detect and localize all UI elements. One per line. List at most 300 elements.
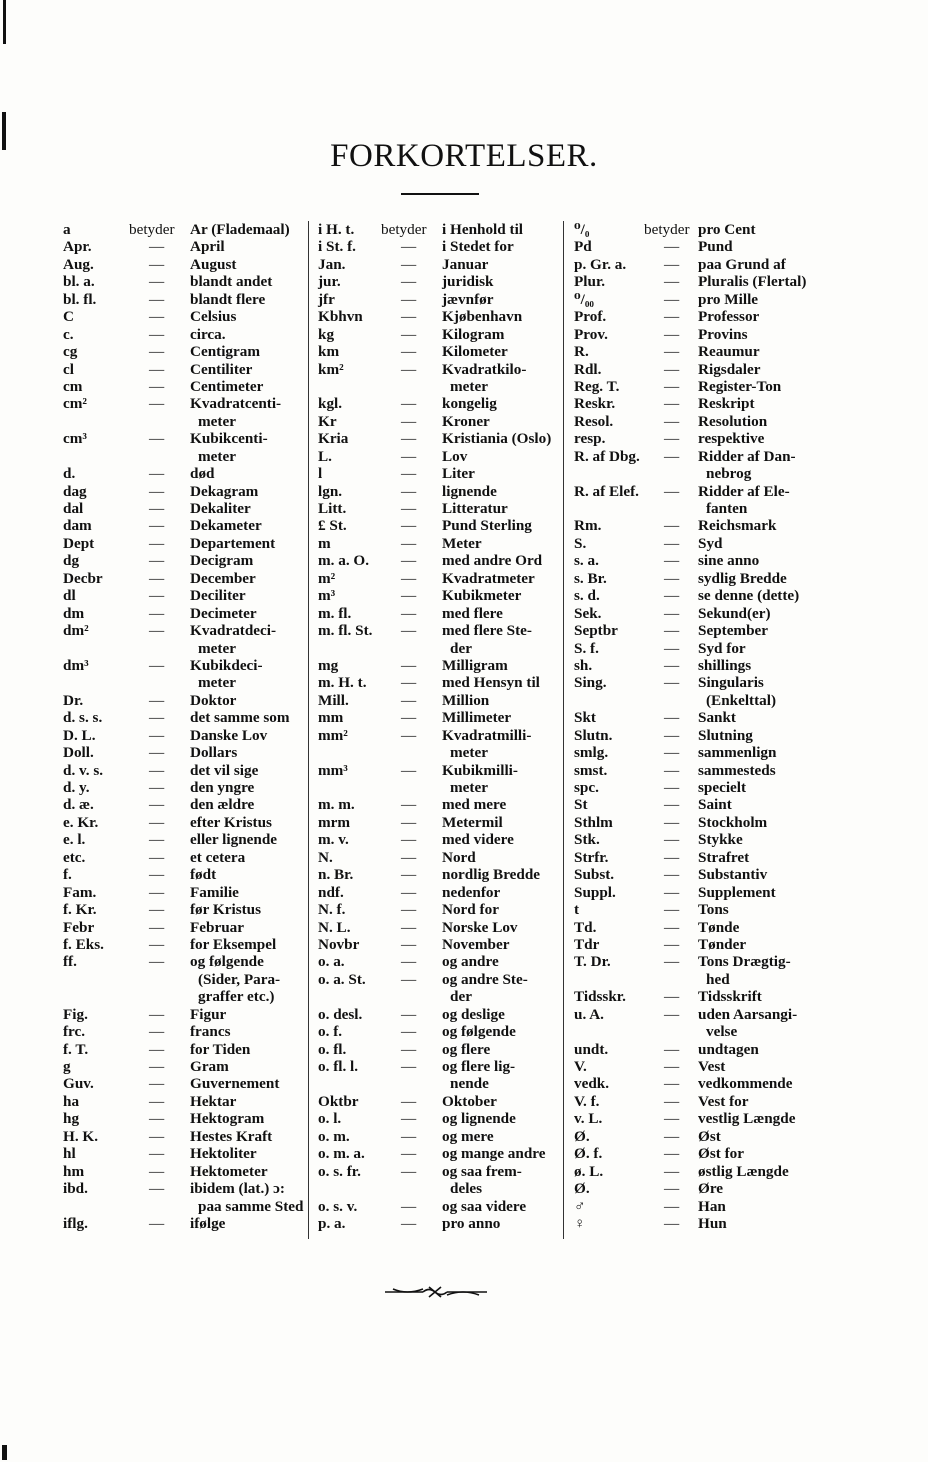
abbreviation: dag [63,482,87,500]
abbreviation-entry [318,587,560,604]
abbreviation-entry [63,1041,306,1058]
abbreviation: cl [63,360,74,378]
abbreviation: Septbr [574,622,618,640]
definition: Hestes Kraft [190,1127,273,1145]
abbreviation-entry [574,605,824,622]
abbreviation: sh. [574,656,593,674]
dash-separator: — [149,273,165,291]
abbreviation: hm [63,1162,85,1180]
dash-separator: — [401,534,417,552]
abbreviation-entry [574,291,824,308]
dash-separator: — [401,918,417,936]
abbreviation-entry [63,1075,306,1092]
abbreviation-column-1 [63,221,306,1232]
dash-separator: — [664,1162,680,1180]
dash-separator: — [664,395,680,413]
abbreviation-entry [63,1006,306,1023]
abbreviation: p. Gr. a. [574,255,627,273]
definition: Reskript [698,395,755,413]
abbreviation-entry [318,1215,560,1232]
definition: Dekaliter [190,500,251,517]
abbreviation: ⁰/₀ [574,221,590,238]
definition: Centiliter [190,360,253,378]
abbreviation: i St. f. [318,238,356,256]
abbreviation: m. v. [318,831,349,849]
dash-separator: — [401,604,417,622]
abbreviation-entry [318,291,560,308]
betyder-label: betyder [381,221,427,238]
abbreviation: Novbr [318,935,360,953]
definition: Celsius [190,308,237,326]
definition: meter [198,674,236,692]
abbreviation-entry [574,1093,824,1110]
abbreviation-entry [63,570,306,587]
definition: Stockholm [698,813,768,831]
definition: Hun [698,1214,727,1232]
dash-separator: — [401,447,417,465]
definition: Gram [190,1058,229,1075]
abbreviation: mg [318,656,339,674]
definition: Rigsdaler [698,360,761,378]
dash-separator: — [149,308,165,326]
dash-separator: — [401,465,417,483]
abbreviation: Ø. [574,1127,590,1145]
abbreviation: Stk. [574,831,600,849]
dash-separator: — [149,1005,165,1023]
definition: Centigram [190,343,261,361]
dash-separator: — [149,343,165,361]
abbreviation: km [318,343,340,361]
dash-separator: — [401,343,417,361]
dash-separator: — [149,255,165,273]
abbreviation: St [574,796,588,814]
dash-separator: — [664,883,680,901]
abbreviation-entry [574,1215,824,1232]
definition: kongelig [442,395,497,413]
abbreviation-entry [318,796,560,813]
definition: November [442,935,510,953]
abbreviation-entry [574,640,824,657]
abbreviation: s. a. [574,552,599,570]
abbreviation: Sthlm [574,813,613,831]
dash-separator: — [401,273,417,291]
abbreviation: dm³ [63,656,89,674]
abbreviation-entry [574,535,824,552]
abbreviation-entry [574,221,824,238]
definition: Stykke [698,831,743,849]
definition: April [190,238,225,256]
abbreviation: dg [63,552,80,570]
dash-separator: — [149,517,165,535]
dash-separator: — [149,569,165,587]
scan-edge-mark [3,0,6,44]
dash-separator: — [664,447,680,465]
dash-separator: — [149,1023,165,1041]
abbreviation-entry [574,779,824,796]
abbreviation-entry [318,1198,560,1215]
abbreviation: D. L. [63,726,96,744]
dash-separator: — [149,552,165,570]
abbreviation-entry [63,901,306,918]
abbreviation: m [318,534,331,552]
abbreviation: frc. [63,1023,86,1041]
dash-separator: — [664,343,680,361]
abbreviation: Mill. [318,691,349,709]
abbreviation: Reskr. [574,395,616,413]
definition: med flere Ste- [442,622,532,640]
dash-separator: — [401,761,417,779]
dash-separator: — [149,883,165,901]
definition: Kilogram [442,325,505,343]
abbreviation: S. [574,534,587,552]
abbreviation: Plur. [574,273,606,291]
abbreviation-entry [63,953,306,1005]
abbreviation: Skt [574,709,596,727]
abbreviation-entry [318,1041,560,1058]
abbreviation-entry [318,605,560,622]
abbreviation: Decbr [63,569,103,587]
dash-separator: — [149,866,165,884]
abbreviation-entry [318,1006,560,1023]
definition: blandt flere [190,290,266,308]
definition: Kubikcenti- [190,430,268,448]
abbreviation-entry [574,1128,824,1145]
dash-separator: — [664,604,680,622]
dash-separator: — [664,308,680,326]
end-ornament-icon [383,1284,489,1300]
dash-separator: — [664,430,680,448]
dash-separator: — [664,1040,680,1058]
definition: Deciliter [190,587,246,605]
definition: og andre [442,953,499,971]
abbreviation-entry [574,814,824,831]
dash-separator: — [401,1162,417,1180]
definition: for Eksempel [190,935,277,953]
abbreviation: g [63,1058,71,1075]
abbreviation-entry [574,919,824,936]
dash-separator: — [401,500,417,517]
abbreviation-entry [574,866,824,883]
definition: Provins [698,325,748,343]
abbreviation-entry [63,308,306,325]
definition: østlig Længde [698,1162,789,1180]
definition: meter [450,744,488,762]
abbreviation-entry [318,343,560,360]
abbreviation: smlg. [574,744,609,762]
definition: før Kristus [190,901,262,919]
abbreviation: f. [63,866,72,884]
abbreviation-entry [63,465,306,482]
title-rule [401,193,479,195]
abbreviation: bl. fl. [63,290,97,308]
abbreviation-entry [574,326,824,343]
abbreviation-entry [318,622,560,657]
definition: Vest [698,1058,726,1075]
dash-separator: — [664,674,680,692]
definition: Strafret [698,848,750,866]
dash-separator: — [664,901,680,919]
abbreviation-entry [63,814,306,831]
abbreviation: d. v. s. [63,761,104,779]
abbreviation-entry [574,273,824,290]
definition: Resolution [698,412,768,430]
definition: Norske Lov [442,918,518,936]
dash-separator: — [401,831,417,849]
abbreviation-entry [63,238,306,255]
abbreviation-entry [318,395,560,412]
abbreviation-entry [63,343,306,360]
abbreviation: Slutn. [574,726,613,744]
dash-separator: — [664,1110,680,1128]
definition: Kubikmeter [442,587,522,605]
abbreviation: Ø. [574,1180,590,1198]
dash-separator: — [149,726,165,744]
definition: Milligram [442,656,508,674]
dash-separator: — [149,395,165,413]
definition: Liter [442,465,475,483]
definition: paa Grund af [698,255,786,273]
abbreviation-entry [63,762,306,779]
abbreviation: o. fl. l. [318,1058,359,1075]
abbreviation-entry [574,552,824,569]
abbreviation: f. Kr. [63,901,97,919]
definition: fanten [706,500,748,517]
dash-separator: — [401,674,417,692]
definition: meter [450,779,488,796]
definition: Kroner [442,412,490,430]
dash-separator: — [664,1005,680,1023]
abbreviation-entry [318,1093,560,1110]
definition: Sekund(er) [698,604,771,622]
abbreviation-entry [318,657,560,674]
abbreviation-entry [318,256,560,273]
abbreviation: m. a. O. [318,552,370,570]
dash-separator: — [149,761,165,779]
dash-separator: — [401,255,417,273]
definition: der [450,988,472,1006]
definition: Hektometer [190,1162,268,1180]
definition: Han [698,1197,726,1215]
abbreviation-entry [63,256,306,273]
dash-separator: — [664,622,680,640]
page-title: FORKORTELSER. [330,138,598,174]
abbreviation-entry [318,831,560,848]
dash-separator: — [401,1197,417,1215]
definition: Tidsskrift [698,988,762,1006]
definition: og flere lig- [442,1058,516,1075]
abbreviation: Pd [574,238,592,256]
definition: Centimeter [190,377,264,395]
dash-separator: — [401,622,417,640]
abbreviation-entry [63,395,306,430]
abbreviation: o. desl. [318,1005,363,1023]
abbreviation: u. A. [574,1005,604,1023]
abbreviation-entry [318,814,560,831]
abbreviation: £ St. [318,517,347,535]
dash-separator: — [401,587,417,605]
dash-separator: — [664,918,680,936]
definition: og følgende [442,1023,516,1041]
abbreviation: m² [318,569,336,587]
definition: Kvadratdeci- [190,622,277,640]
abbreviation-entry [63,1163,306,1180]
abbreviation-entry [318,221,560,238]
definition: ifølge [190,1214,226,1232]
abbreviation: s. Br. [574,569,607,587]
abbreviation: Oktbr [318,1092,359,1110]
column-divider [308,221,309,1239]
definition: Januar [442,255,489,273]
abbreviation: C [63,308,74,326]
abbreviation-entry [63,709,306,726]
abbreviation-entry [63,622,306,657]
abbreviation-entry [574,622,824,639]
definition: Hektogram [190,1110,265,1128]
definition: det samme som [190,709,290,727]
abbreviation-entry [318,570,560,587]
definition: i Henhold til [442,221,524,238]
abbreviation: l [318,465,323,483]
abbreviation-entry [318,1145,560,1162]
abbreviation: mm³ [318,761,348,779]
dash-separator: — [149,1075,165,1093]
abbreviation: d. s. s. [63,709,103,727]
dash-separator: — [664,360,680,378]
dash-separator: — [401,569,417,587]
definition: paa samme Sted [198,1197,304,1215]
definition: December [190,569,256,587]
abbreviation-entry [63,273,306,290]
abbreviation-entry [63,1180,306,1215]
abbreviation: Guv. [63,1075,94,1093]
definition: Dekagram [190,482,259,500]
abbreviation-entry [574,727,824,744]
abbreviation-entry [318,326,560,343]
definition: den ældre [190,796,255,814]
definition: blandt andet [190,273,273,291]
definition: Decigram [190,552,254,570]
abbreviation-entry [574,1041,824,1058]
definition: Professor [698,308,760,326]
abbreviation-entry [318,535,560,552]
definition: Metermil [442,813,503,831]
abbreviation: ♀ [574,1214,586,1232]
definition: det vil sige [190,761,259,779]
dash-separator: — [664,273,680,291]
definition: Million [442,691,490,709]
abbreviation-entry [63,744,306,761]
definition: og lignende [442,1110,516,1128]
definition: Guvernement [190,1075,280,1093]
definition: og mange andre [442,1145,546,1163]
definition: Kvadratcenti- [190,395,282,413]
abbreviation: Kr [318,412,337,430]
abbreviation-entry [318,1058,560,1093]
abbreviation-entry [574,517,824,534]
abbreviation: d. æ. [63,796,94,814]
abbreviation-column-2 [318,221,560,1232]
dash-separator: — [664,953,680,971]
abbreviation-entry [63,919,306,936]
dash-separator: — [149,796,165,814]
abbreviation-entry [318,849,560,866]
abbreviation: Subst. [574,866,615,884]
definition: Hektar [190,1092,237,1110]
abbreviation: m. fl. [318,604,352,622]
dash-separator: — [664,779,680,796]
abbreviation-entry [574,448,824,483]
dash-separator: — [149,1180,165,1198]
definition: Øre [698,1180,724,1198]
definition: Kubikdeci- [190,656,263,674]
definition: Øst for [698,1145,744,1163]
abbreviation: ibd. [63,1180,88,1198]
abbreviation: dl [63,587,76,605]
abbreviation-entry [574,430,824,447]
abbreviation-entry [574,936,824,953]
dash-separator: — [664,935,680,953]
definition: respektive [698,430,765,448]
dash-separator: — [149,377,165,395]
dash-separator: — [401,1145,417,1163]
dash-separator: — [149,325,165,343]
definition: specielt [698,779,747,796]
abbreviation: cm [63,377,83,395]
dash-separator: — [401,1005,417,1023]
abbreviation: dam [63,517,92,535]
abbreviation-entry [63,605,306,622]
definition: Dollars [190,744,238,762]
definition: nebrog [706,465,752,483]
dash-separator: — [401,656,417,674]
dash-separator: — [401,935,417,953]
abbreviation: o. fl. [318,1040,347,1058]
abbreviation-entry [318,1128,560,1145]
abbreviation-entry [63,500,306,517]
abbreviation: smst. [574,761,608,779]
dash-separator: — [149,1127,165,1145]
abbreviation-entry [63,657,306,692]
dash-separator: — [401,883,417,901]
definition: shillings [698,656,752,674]
abbreviation-entry [63,692,306,709]
abbreviation: H. K. [63,1127,99,1145]
dash-separator: — [401,1023,417,1041]
definition: Figur [190,1005,227,1023]
abbreviation: km² [318,360,344,378]
definition: Kubikmilli- [442,761,518,779]
definition: pro Mille [698,290,759,308]
abbreviation: Suppl. [574,883,616,901]
dash-separator: — [401,866,417,884]
abbreviation-entry [318,273,560,290]
abbreviation-entry [318,238,560,255]
definition: eller lignende [190,831,278,849]
dash-separator: — [664,831,680,849]
abbreviation: m. m. [318,796,355,814]
abbreviation-entry [318,413,560,430]
abbreviation: o. a. [318,953,345,971]
abbreviation: Fig. [63,1005,88,1023]
dash-separator: — [401,238,417,256]
abbreviation-entry [318,1023,560,1040]
abbreviation: Jan. [318,255,346,273]
dash-separator: — [401,1127,417,1145]
abbreviation-entry [318,919,560,936]
abbreviation-entry [574,570,824,587]
definition: Supplement [698,883,776,901]
abbreviation: Strfr. [574,848,609,866]
